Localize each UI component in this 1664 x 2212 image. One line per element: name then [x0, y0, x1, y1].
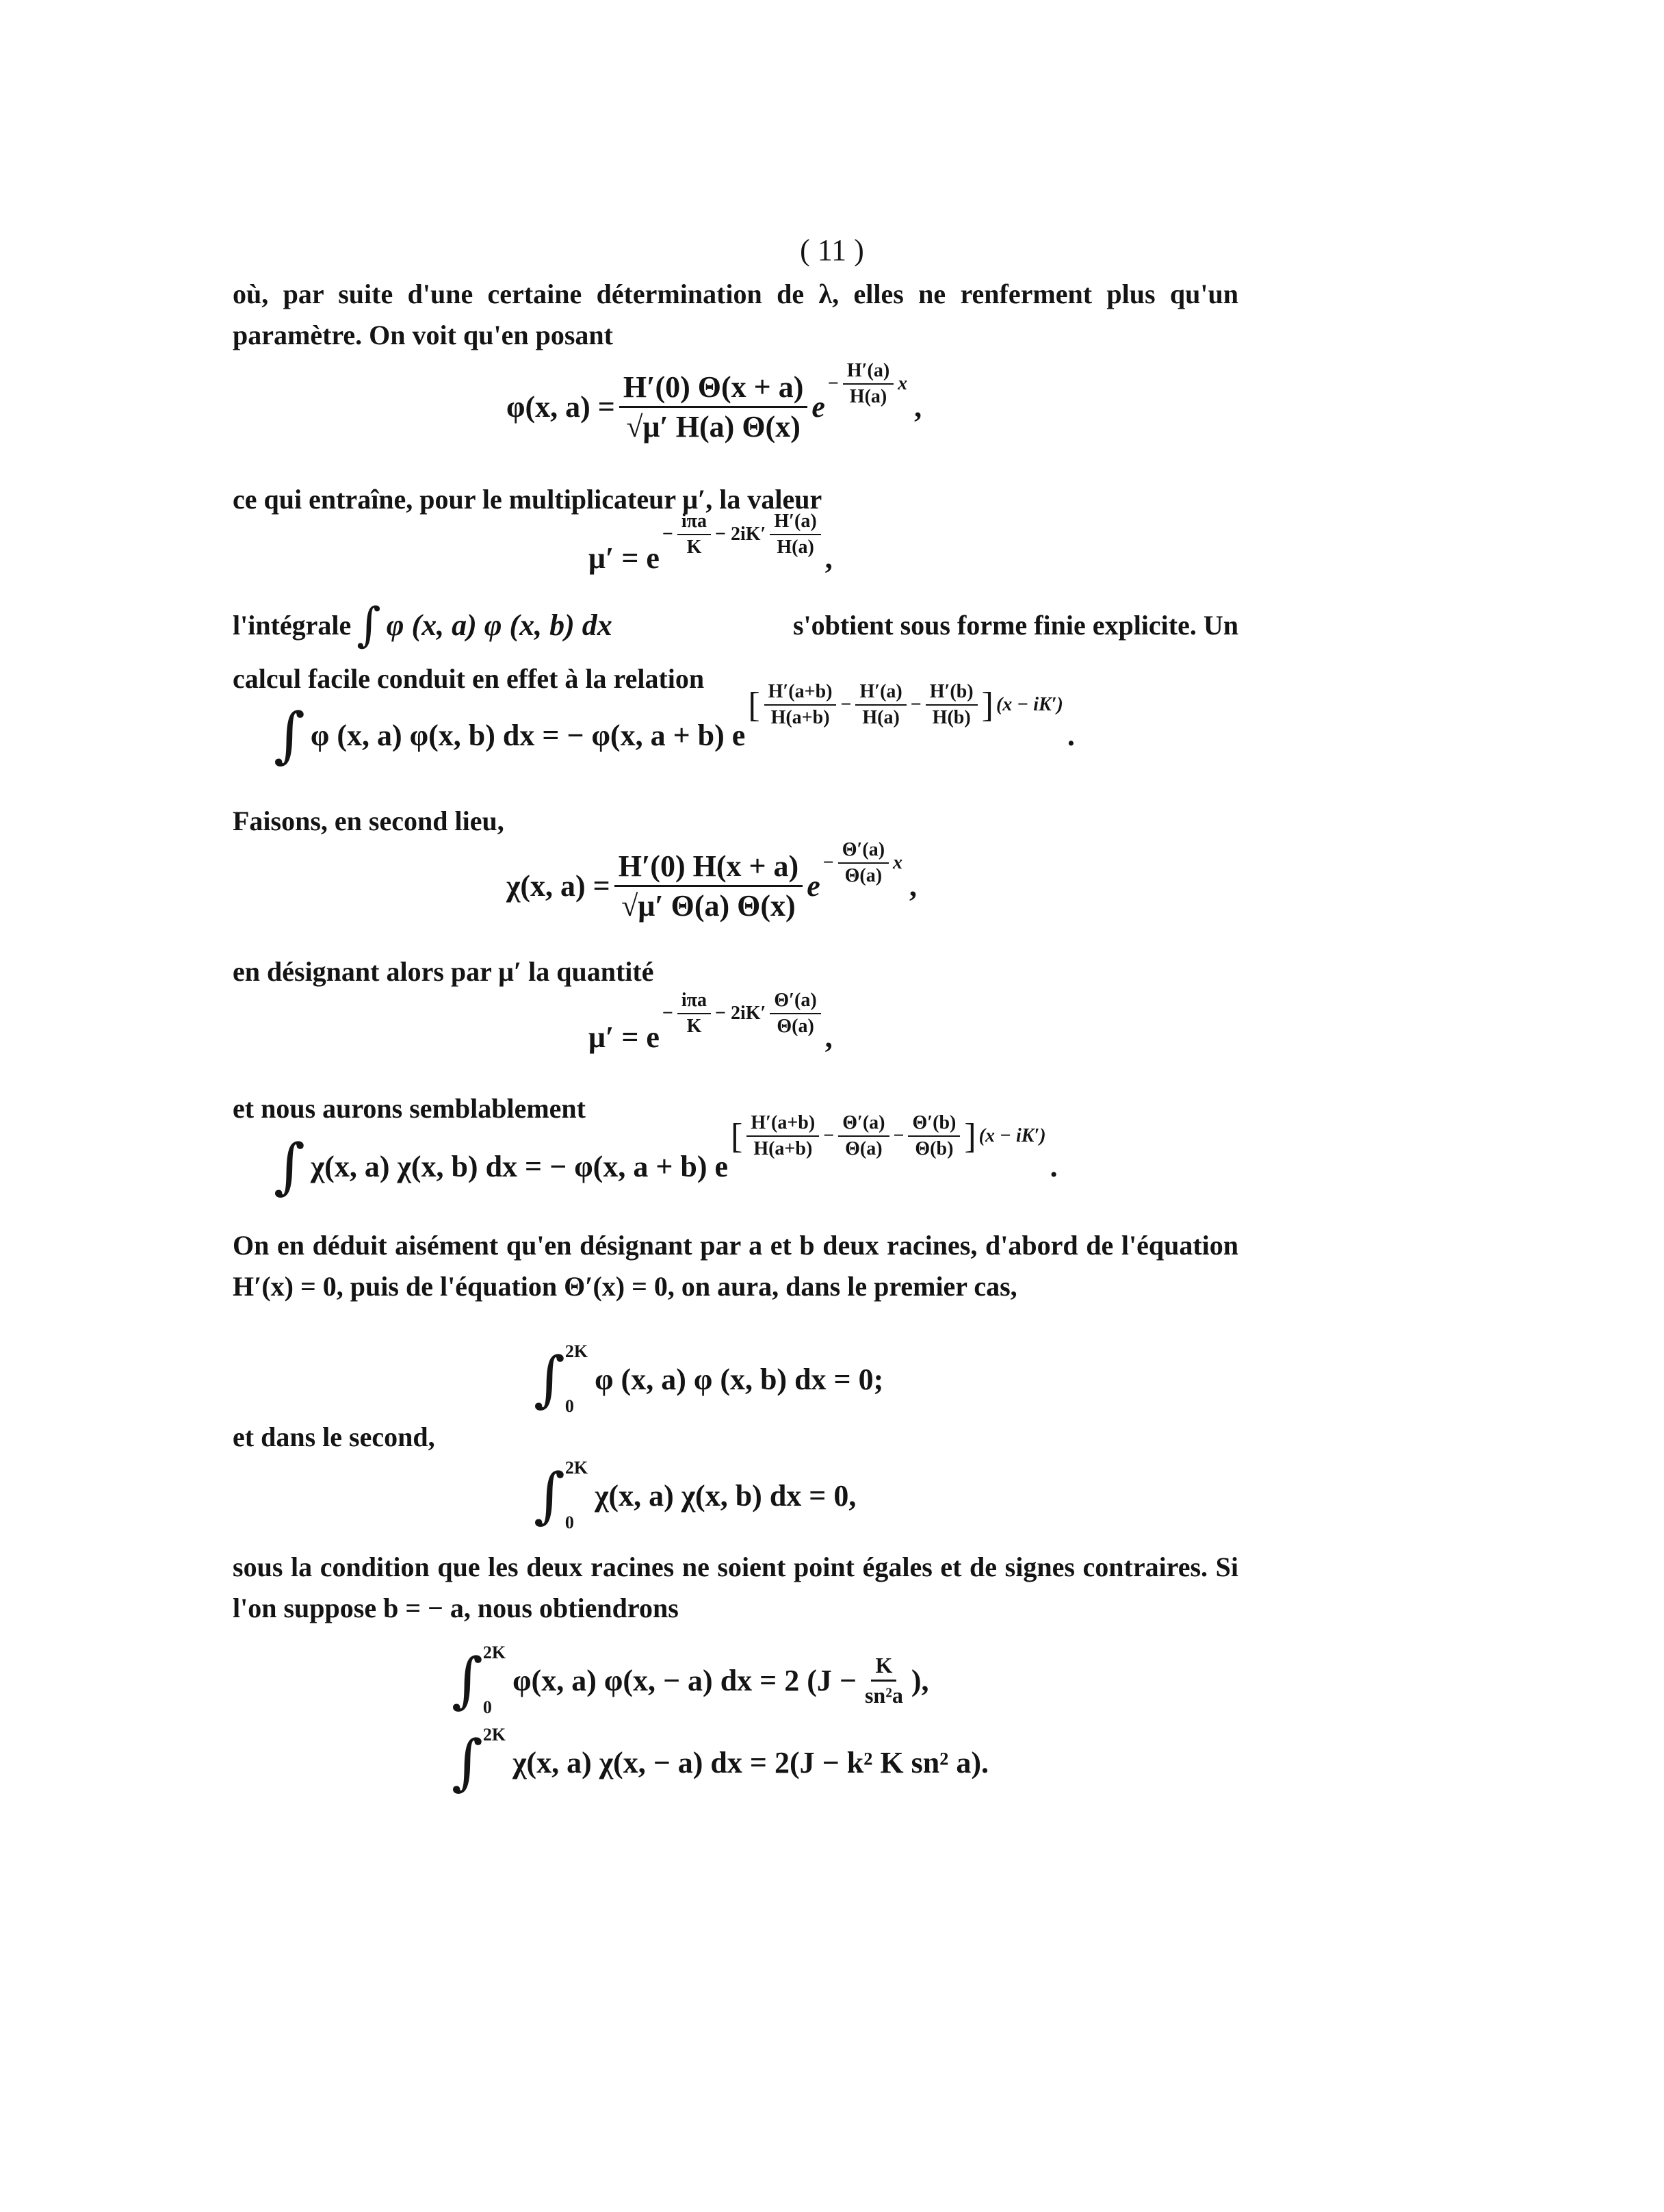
integral-sign: ∫: [274, 699, 305, 770]
eq3-f1: [764, 681, 837, 729]
paragraph-1: où, par suite d'une certaine détermination de λ, elles ne renferment plus qu'un paramètre. On voit qu'en posant: [233, 279, 1238, 350]
eq3-f1-den: H(a+b): [770, 707, 830, 728]
eq3-f2-num: H′(a): [855, 681, 906, 706]
eq6-f1: [746, 1112, 819, 1160]
eq3-exponent: [ $\frac{H'(a+b)}{H(a+b)}$ − $\frac{H'(a)}{H(a)}$ − $\frac{H'(b)}{H(b)}$ ] (x − iK′): [748, 681, 1063, 728]
integral-sign: ∫: [452, 1727, 483, 1797]
eq3-f3: [926, 681, 978, 729]
eq7-limits: [565, 1341, 588, 1417]
paragraph-5: en désignant alors par μ′ la quantité: [233, 956, 654, 987]
paragraph-3-line: [233, 598, 1238, 652]
integral-sign: ∫: [534, 1343, 565, 1414]
paragraph-4: Faisons, en second lieu,: [233, 806, 504, 836]
eq10-upper-limit: 2K: [482, 1725, 506, 1745]
eq3-f1-num: H′(a+b): [764, 681, 837, 706]
eq1-numerator: H′(0) Θ(x + a): [619, 370, 808, 408]
paragraph-2: ce qui entraîne, pour le multiplicateur μ′, la valeur: [233, 484, 822, 515]
eq2-lhs: μ′ = e: [588, 541, 660, 575]
integral-sign: ∫: [534, 1460, 565, 1530]
eq7-lower-limit: 0: [564, 1396, 574, 1416]
eq5-exp2-num: Θ′(a): [770, 990, 820, 1014]
eq2-exp-frac2: [770, 511, 820, 558]
eq2-exp1-den: K: [686, 537, 702, 558]
eq5-exp1-num: iπa: [677, 990, 711, 1014]
eq3-end: .: [1067, 718, 1075, 752]
eq2-exp2-den: H(a): [777, 537, 814, 558]
equation-phi-definition: [506, 359, 922, 444]
eq4-exp-num: Θ′(a): [838, 839, 889, 864]
paragraph-3b: s'obtient sous forme finie explicite. Un: [792, 610, 1238, 641]
eq6-f2-num: Θ′(a): [838, 1112, 889, 1137]
integral-sign: ∫: [356, 598, 381, 652]
eq3-f2: [855, 681, 906, 729]
equation-phi-product: [274, 681, 1075, 770]
eq5-exp1-den: K: [686, 1016, 702, 1037]
eq8-upper-limit: 2K: [564, 1458, 588, 1478]
equation-norm-phi: [452, 1643, 928, 1718]
eq8-lower-limit: 0: [564, 1513, 574, 1532]
eq6-f2: [838, 1112, 889, 1160]
integral-sign: ∫: [452, 1645, 483, 1715]
eq4-exp-tail: x: [893, 851, 903, 873]
eq1-base: e: [811, 390, 825, 424]
eq3-f3-den: H(b): [932, 707, 971, 728]
eq3-f3-num: H′(b): [926, 681, 978, 706]
paragraph-6: et nous aurons semblablement: [233, 1093, 586, 1124]
eq5-exp2-den: Θ(a): [777, 1016, 814, 1037]
eq2-exponent: − $\frac{\text{iπa}}{K}$ − 2iK′ $\frac{H'(a)}{H(a)}$: [662, 511, 825, 558]
eq4-base: e: [807, 869, 820, 903]
eq5-exp-frac1: [677, 990, 711, 1038]
eq9-lower-limit: 0: [482, 1697, 492, 1717]
eq2-end: ,: [824, 541, 833, 575]
eq2-exp-mid: − 2iK′: [715, 524, 766, 545]
paragraph-3c: calcul facile conduit en effet à la relation: [233, 663, 705, 694]
eq4-exp-fraction: [838, 839, 889, 887]
eq9-fraction: [861, 1653, 907, 1708]
eq9-upper-limit: 2K: [482, 1643, 506, 1662]
eq2-exp2-num: H′(a): [770, 511, 820, 535]
eq10-body: χ(x, a) χ(x, − a) dx = 2(J − k² K sn² a).: [512, 1745, 989, 1779]
eq9-frac-num: K: [871, 1653, 896, 1682]
eq3-f2-den: H(a): [862, 707, 900, 728]
eq5-exp-frac2: [770, 990, 820, 1038]
eq9-frac-den: sn²a: [864, 1682, 903, 1708]
eq4-exp-den: Θ(a): [844, 864, 883, 886]
equation-mu-h: [588, 511, 833, 582]
eq9-end: ),: [911, 1663, 929, 1697]
eq1-exp-sign: −: [827, 372, 839, 394]
eq6-f1-den: H(a+b): [753, 1138, 813, 1159]
eq9-limits: [483, 1643, 506, 1718]
page-number: ( 11 ): [800, 233, 864, 267]
eq5-exponent: − $\frac{\text{iπa}}{K}$ − 2iK′ $\frac{\Theta'(a)}{\Theta(a)}$: [662, 990, 825, 1038]
eq6-f3-num: Θ′(b): [908, 1112, 960, 1137]
eq1-exp-den: H(a): [849, 385, 887, 407]
eq6-exponent: [ $\frac{H'(a+b)}{H(a+b)}$ − $\frac{\Theta'(a)}{\Theta(a)}$ − $\frac{\Theta'(b)}{\Theta(b)}$ ] (x − iK′): [731, 1112, 1046, 1159]
eq4-lhs: χ(x, a) =: [506, 869, 610, 903]
eq6-f3-den: Θ(b): [915, 1138, 954, 1159]
eq4-exponent: [823, 839, 902, 887]
eq2-exp-frac1: [677, 511, 711, 558]
paragraph-9: sous la condition que les deux racines ne soient point égales et de signes contraires. Si l'on suppose b = − a, nous obtiendrons: [233, 1552, 1238, 1623]
equation-orthogonality-phi: [534, 1341, 883, 1417]
integral-sign: ∫: [274, 1131, 305, 1201]
eq6-f2-den: Θ(a): [845, 1138, 883, 1159]
eq8-body: χ(x, a) χ(x, b) dx = 0,: [595, 1478, 857, 1513]
eq3-tail: (x − iK′): [996, 694, 1063, 715]
eq4-exp-sign: −: [822, 851, 834, 873]
paragraph-8: et dans le second,: [233, 1422, 435, 1452]
eq7-body: φ (x, a) φ (x, b) dx = 0;: [595, 1362, 884, 1396]
eq1-exponent: [828, 360, 907, 408]
inline-integrand: φ (x, a) φ (x, b) dx: [386, 608, 612, 642]
eq4-end: ,: [909, 869, 918, 903]
eq5-end: ,: [824, 1020, 833, 1054]
eq1-exp-fraction: [843, 360, 894, 408]
equation-chi-definition: [506, 838, 918, 923]
eq1-fraction: [619, 370, 808, 444]
eq4-denominator: √μ′ Θ(a) Θ(x): [621, 889, 796, 923]
eq1-lhs: φ(x, a) =: [506, 390, 615, 424]
eq10-limits: [483, 1725, 506, 1800]
eq4-fraction: [614, 849, 803, 923]
eq5-lhs: μ′ = e: [588, 1020, 660, 1054]
eq6-f1-num: H′(a+b): [746, 1112, 819, 1137]
paragraph-3a: l'intégrale: [233, 610, 352, 641]
paragraph-7: On en déduit aisément qu'en désignant par a et b deux racines, d'abord de l'équation H′(x) = 0, puis de l'équation Θ′(x) = 0, on aura, dans le premier cas,: [233, 1230, 1238, 1302]
eq6-tail: (x − iK′): [978, 1125, 1046, 1146]
equation-norm-chi: [452, 1725, 989, 1800]
eq6-end: .: [1050, 1149, 1058, 1183]
eq1-exp-num: H′(a): [843, 360, 894, 385]
eq3-lhs: φ (x, a) φ(x, b) dx = − φ(x, a + b) e: [310, 718, 746, 752]
equation-orthogonality-chi: [534, 1458, 856, 1533]
eq1-exp-tail: x: [898, 372, 908, 394]
eq2-exp1-num: iπa: [677, 511, 711, 535]
eq1-denominator: √μ′ H(a) Θ(x): [626, 410, 801, 443]
eq7-upper-limit: 2K: [564, 1341, 588, 1361]
eq5-exp-mid: − 2iK′: [715, 1003, 766, 1024]
eq4-numerator: H′(0) H(x + a): [614, 849, 803, 887]
eq9-body: φ(x, a) φ(x, − a) dx = 2 (J −: [512, 1663, 857, 1697]
eq1-end: ,: [914, 390, 922, 424]
eq6-f3: [908, 1112, 960, 1160]
eq8-limits: [565, 1458, 588, 1533]
eq6-lhs: χ(x, a) χ(x, b) dx = − φ(x, a + b) e: [310, 1149, 729, 1183]
